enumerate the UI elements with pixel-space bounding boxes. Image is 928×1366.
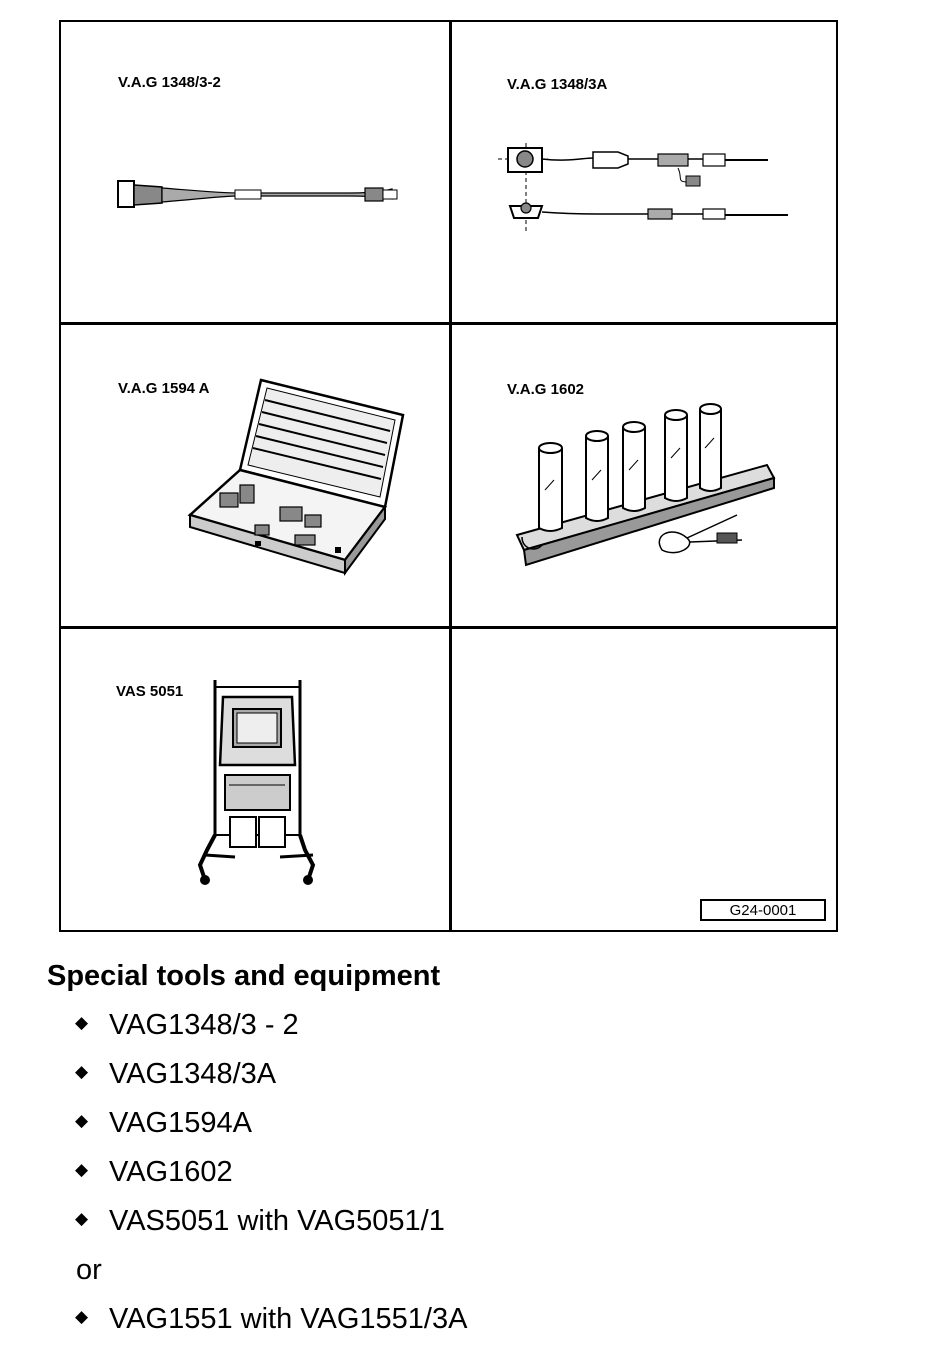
tool-name: VAG1594A <box>109 1107 252 1139</box>
diagnostic-tester-trolley-illustration <box>195 675 320 890</box>
adapter-leads-illustration <box>498 138 798 238</box>
diamond-bullet-icon: ◆ <box>75 1062 89 1081</box>
grid-divider-vertical <box>449 20 452 932</box>
tool-label-vag-1602: V.A.G 1602 <box>507 381 584 398</box>
diamond-bullet-icon: ◆ <box>75 1307 89 1326</box>
figure-reference-code: G24-0001 <box>700 899 826 921</box>
tool-name: VAG1348/3 - 2 <box>109 1009 299 1041</box>
diamond-bullet-icon: ◆ <box>75 1013 89 1032</box>
section-heading: Special tools and equipment <box>47 960 441 992</box>
diamond-bullet-icon: ◆ <box>75 1160 89 1179</box>
tool-name: VAS5051 with VAG5051/1 <box>109 1205 445 1237</box>
adapter-cable-illustration <box>110 175 405 215</box>
grid-divider-horizontal <box>59 626 838 629</box>
tool-label-vag-1348-3-2: V.A.G 1348/3-2 <box>118 74 221 91</box>
tube-rack-illustration <box>512 400 782 600</box>
grid-divider-horizontal <box>59 322 838 325</box>
tool-name: VAG1551 with VAG1551/3A <box>109 1303 468 1335</box>
tool-label-vas-5051: VAS 5051 <box>116 683 184 700</box>
diamond-bullet-icon: ◆ <box>75 1209 89 1228</box>
measuring-set-case-illustration <box>185 375 410 580</box>
tool-label-vag-1348-3a: V.A.G 1348/3A <box>507 76 608 93</box>
tool-name: VAG1602 <box>109 1156 233 1188</box>
alternative-separator: or <box>76 1254 102 1286</box>
tool-label-vag-1594-a: V.A.G 1594 A <box>118 380 210 397</box>
diamond-bullet-icon: ◆ <box>75 1111 89 1130</box>
tool-name: VAG1348/3A <box>109 1058 277 1090</box>
